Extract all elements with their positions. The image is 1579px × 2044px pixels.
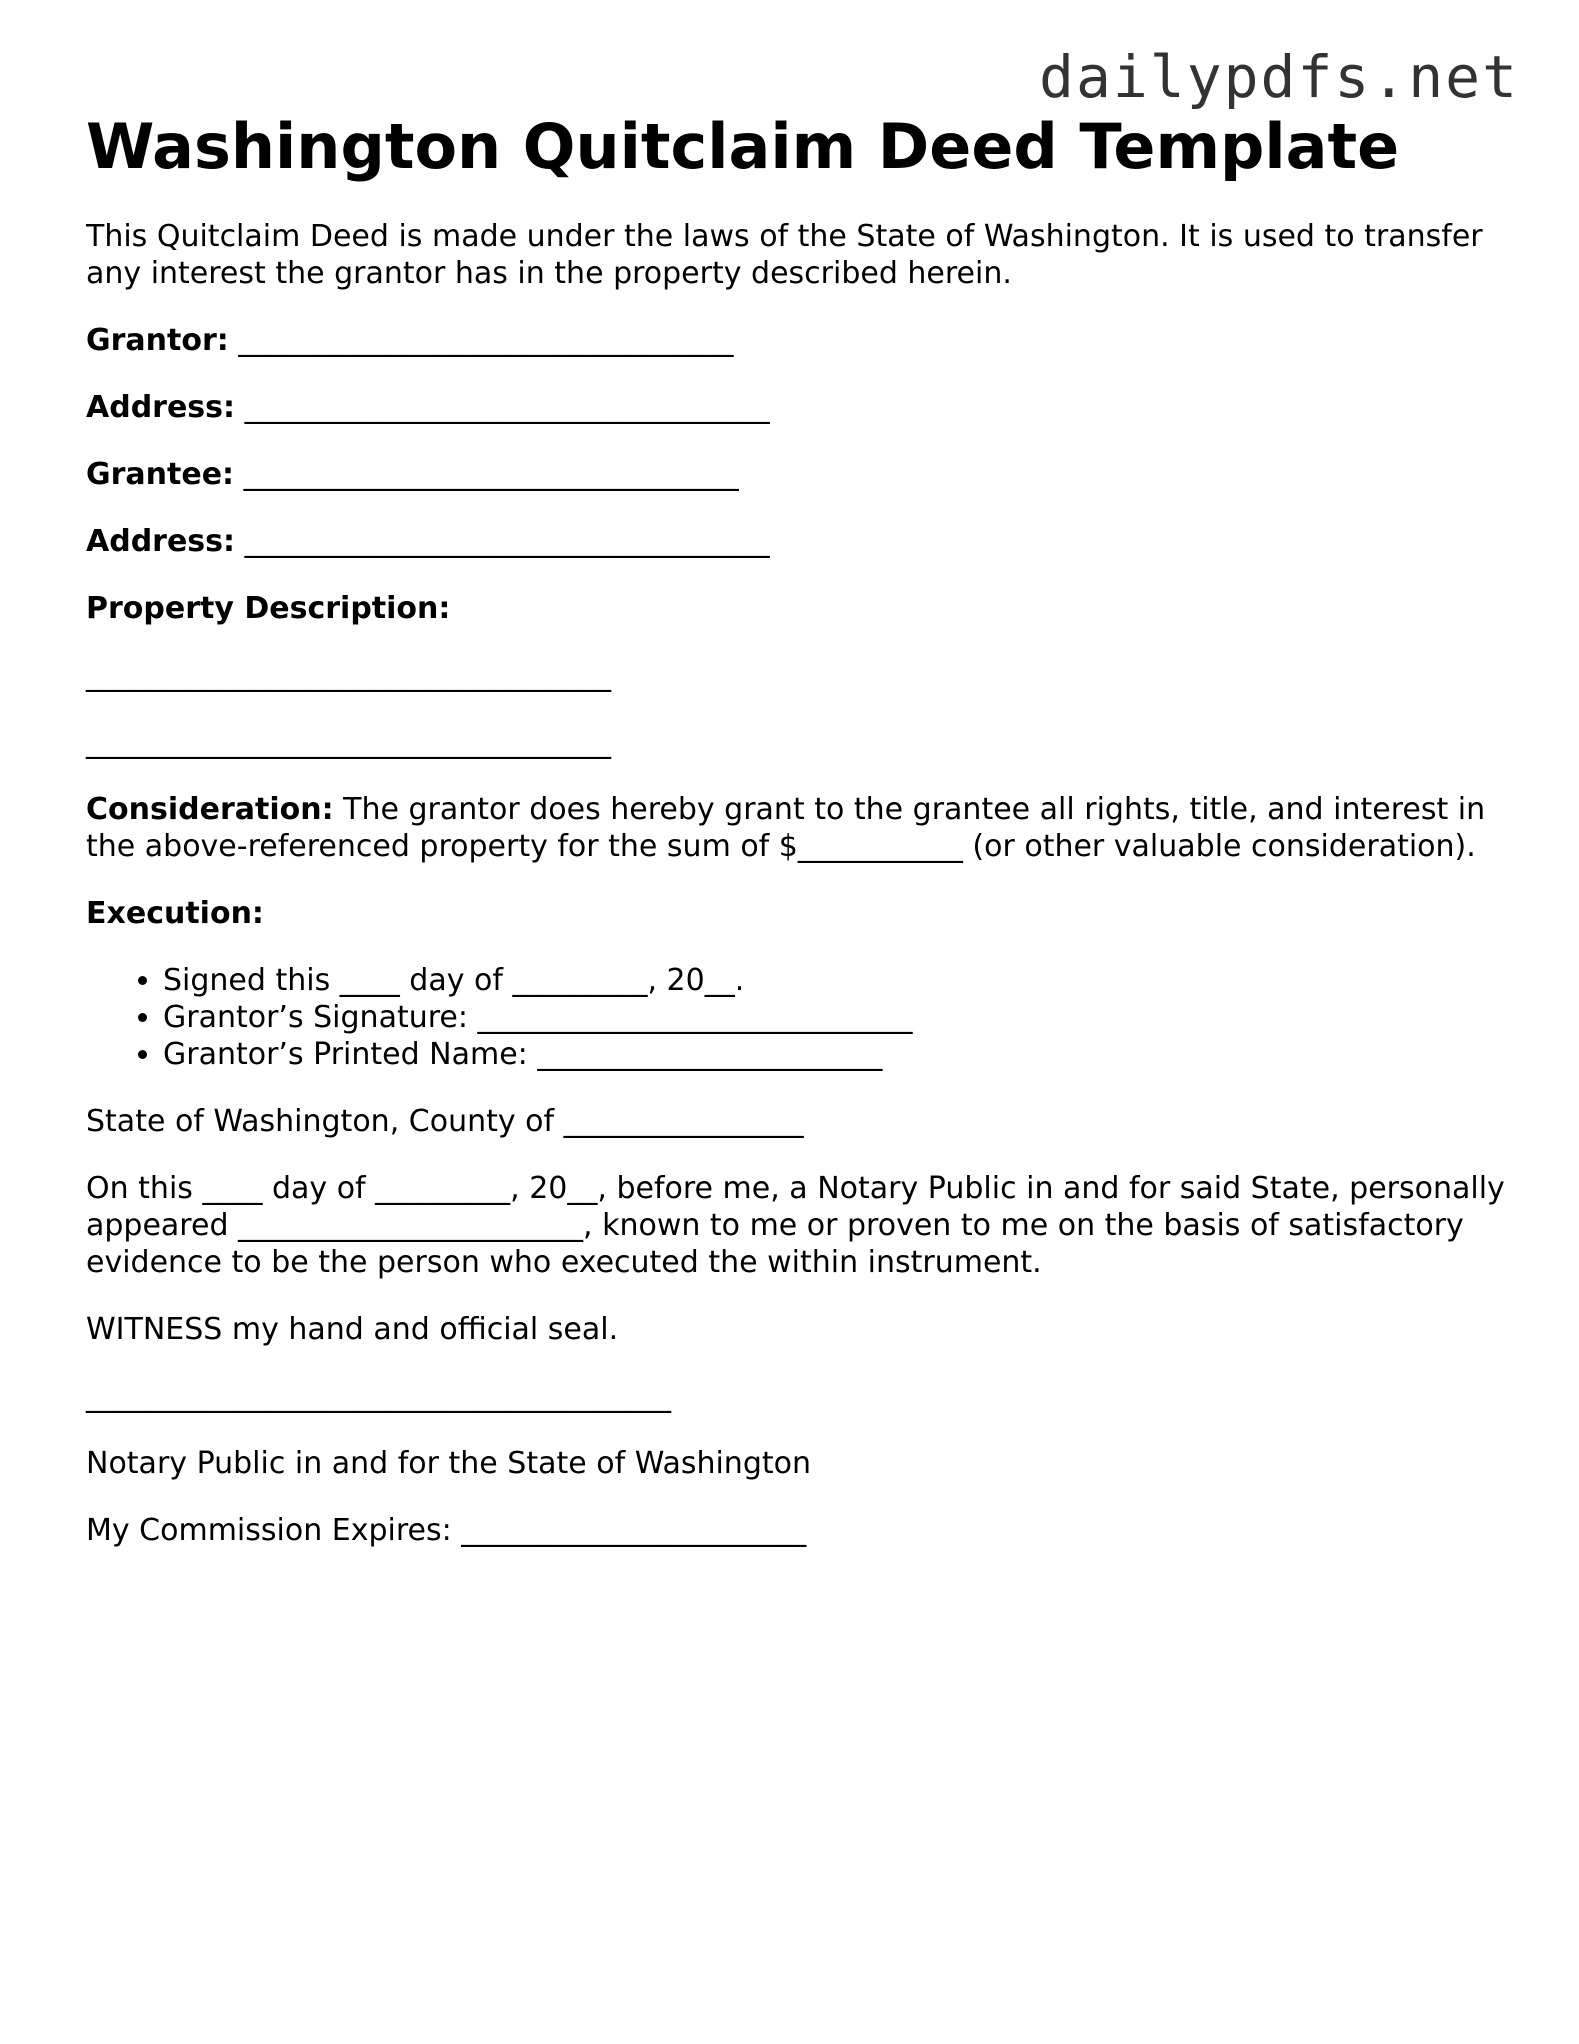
grantee-address-blank: ___________________________________	[244, 524, 770, 559]
execution-item-signature: • Grantor’s Signature: _____________________________	[163, 999, 1506, 1036]
grantee-address-label: Address:	[86, 524, 236, 559]
notary-witness-line: WITNESS my hand and official seal.	[86, 1312, 619, 1347]
consideration-text: The grantor does hereby grant to the grantee all rights, title, and interest in the above-referenced property for the sum of $___________ (or other valuable consideration).	[86, 792, 1486, 864]
notary-signature-line: _______________________________________	[86, 1379, 671, 1414]
execution-item-printed-name: • Grantor’s Printed Name: _______________________	[163, 1036, 1506, 1073]
grantor-blank: _________________________________	[238, 323, 734, 358]
grantee-field	[86, 456, 1506, 493]
property-description-line: ___________________________________	[86, 725, 611, 760]
grantee-address-field	[86, 523, 1506, 560]
execution-item-signed-date: • Signed this ____ day of _________, 20__.	[163, 962, 1506, 999]
grantor-address-label: Address:	[86, 390, 236, 425]
property-description-line: ___________________________________	[86, 658, 611, 693]
notary-commission-expires: My Commission Expires: _______________________	[86, 1513, 807, 1548]
consideration-paragraph	[86, 791, 1506, 865]
grantor-field	[86, 322, 1506, 359]
grantor-address-field	[86, 389, 1506, 426]
watermark: dailypdfs.net	[1039, 43, 1519, 111]
intro-paragraph: This Quitclaim Deed is made under the laws of the State of Washington. It is used to transfer any interest the grantor has in the property described herein.	[86, 219, 1483, 291]
notary-county-line: State of Washington, County of ________________	[86, 1104, 804, 1139]
document-title: Washington Quitclaim Deed Template	[86, 110, 1400, 183]
notary-title: Notary Public in and for the State of Washington	[86, 1446, 811, 1481]
notary-appearance-paragraph: On this ____ day of _________, 20__, before me, a Notary Public in and for said State, personally appeared _______________________, known to me or proven to me on the basis of satisfactory evidence to be the person who executed the within instrument.	[86, 1171, 1505, 1280]
grantee-blank: _________________________________	[243, 457, 739, 492]
document	[86, 108, 1506, 1579]
property-description-label: Property Description:	[86, 591, 451, 626]
grantee-label: Grantee:	[86, 457, 235, 492]
grantor-address-blank: ___________________________________	[244, 390, 770, 425]
grantor-label: Grantor:	[86, 323, 229, 358]
consideration-label: Consideration:	[86, 792, 334, 827]
execution-list	[86, 962, 1506, 1073]
execution-label: Execution:	[86, 896, 264, 931]
